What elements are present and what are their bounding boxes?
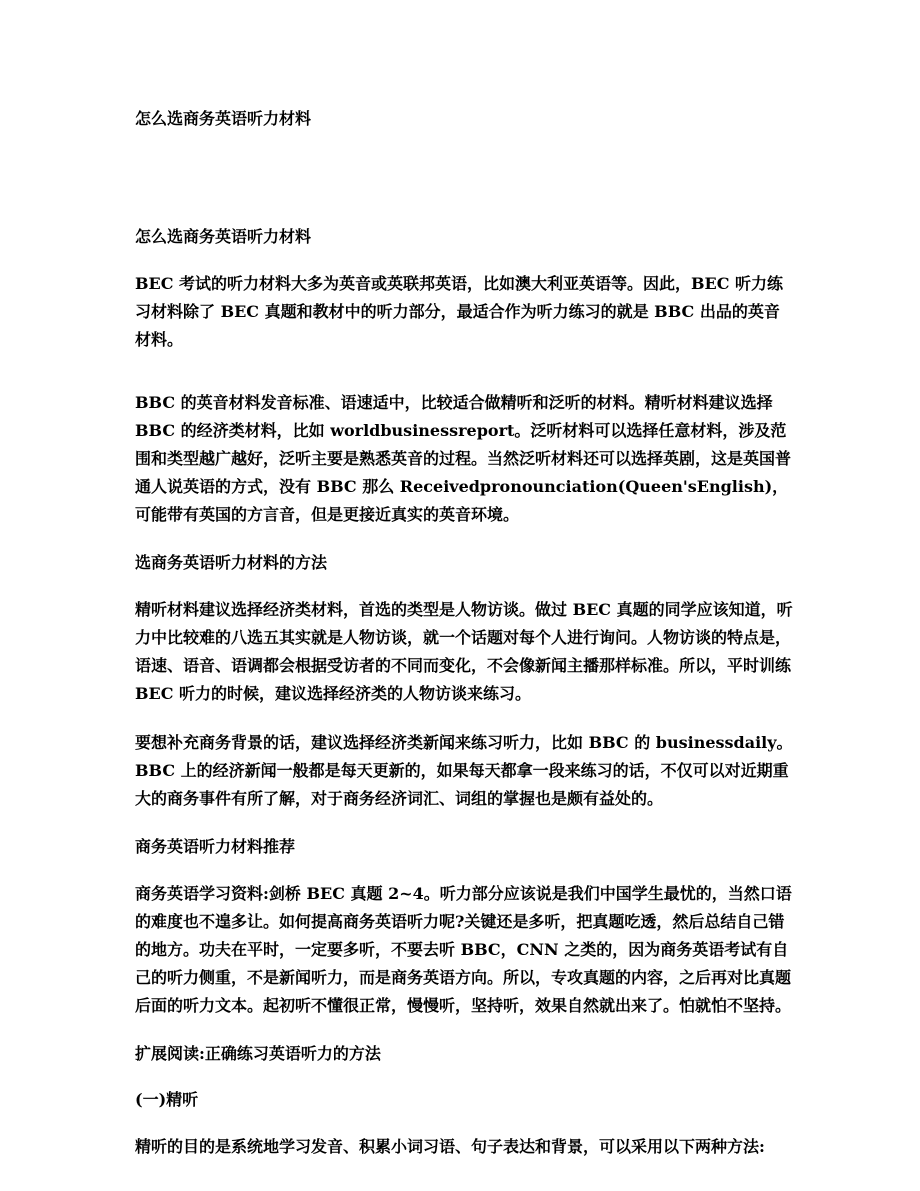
subsection-heading: (一)精听 xyxy=(135,1090,199,1109)
document-title: 怎么选商务英语听力材料 xyxy=(135,109,312,128)
document-body xyxy=(135,224,795,1182)
body-paragraph: 商务英语学习资料:剑桥 BEC 真题 2~4。听力部分应该说是我们中国学生最忧的，当然口语的难度也不遑多让。如何提高商务英语听力呢?关键还是多听，把真题吃透，然后总结自己错的地方。功夫在平时，一定要多听，不要去听 BBC，CNN 之类的，因为商务英语考试有自己的听力侧重，不是新闻听力，而是商务英语方向。所以，专攻真题的内容，之后再对比真题后面的听力文本。起初听不懂很正常，慢慢听，坚持听，效果自然就出来了。怕就怕不坚持。 xyxy=(135,884,792,1015)
section-heading: 扩展阅读:正确练习英语听力的方法 xyxy=(135,1044,381,1063)
body-paragraph: 精听材料建议选择经济类材料，首选的类型是人物访谈。做过 BEC 真题的同学应该知道，听力中比较难的八选五其实就是人物访谈，就一个话题对每个人进行询问。人物访谈的特点是，语速、语音、语调都会根据受访者的不同而变化，不会像新闻主播那样标准。所以，平时训练 BEC 听力的时候，建议选择经济类的人物访谈来练习。 xyxy=(135,600,793,703)
section-heading: 商务英语听力材料推荐 xyxy=(135,837,296,856)
body-paragraph: BBC 的英音材料发音标准、语速适中，比较适合做精听和泛听的材料。精听材料建议选择 BBC 的经济类材料，比如 worldbusinessreport。泛听材料可以选择任意材料，涉及范围和类型越广越好，泛听主要是熟悉英音的过程。当然泛听材料还可以选择英剧，这是英国普通人说英语的方式，没有 BBC 那么 Receivedpronounciation(Queen'sEnglish)，可能带有英国的方言音，但是更接近真实的英音环境。 xyxy=(135,393,792,524)
section-heading: 选商务英语听力材料的方法 xyxy=(135,553,328,572)
section-heading: 怎么选商务英语听力材料 xyxy=(135,227,312,246)
body-paragraph: BEC 考试的听力材料大多为英音或英联邦英语，比如澳大利亚英语等。因此，BEC 听力练习材料除了 BEC 真题和教材中的听力部分，最适合作为听力练习的就是 BBC 出品的英音材料。 xyxy=(135,274,784,349)
body-paragraph: 要想补充商务背景的话，建议选择经济类新闻来练习听力，比如 BBC 的 businessdaily。BBC 上的经济新闻一般都是每天更新的，如果每天都拿一段来练习的话，不仅可以对近期重大的商务事件有所了解，对于商务经济词汇、词组的掌握也是颇有益处的。 xyxy=(135,733,793,808)
body-paragraph: 精听的目的是系统地学习发音、积累小词习语、句子表达和背景，可以采用以下两种方法: xyxy=(135,1137,765,1156)
